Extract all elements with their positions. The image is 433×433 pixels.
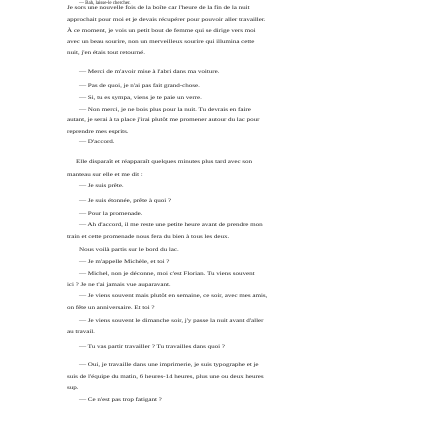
text-line: Elle disparaît et réapparaît quelques minutes plus tard avec son <box>76 159 253 165</box>
text-line: — Ce n'est pas trop fatigant ? <box>79 397 162 403</box>
text-line: — Tu vas partir travailler ? Tu travailles dans quoi ? <box>79 344 225 350</box>
text-line: on fête un anniversaire. Et toi ? <box>67 305 155 311</box>
text-line: Je sors une nouvelle fois de la boîte car l'heure de la fin de la nuit <box>67 5 250 11</box>
text-line: — Merci de m'avoir mise à l'abri dans ma voiture. <box>79 69 220 75</box>
text-line: train et cette promenade nous fera du bien à tous les deux. <box>67 234 230 240</box>
text-line: au travail. <box>67 329 95 335</box>
text-line: nuit, j'en étais tout retourné. <box>67 50 145 56</box>
text-line: — Je viens souvent le dimanche soir, j'y passe la nuit avant d'aller <box>79 318 264 324</box>
text-line: — Pour la promenade. <box>79 211 143 217</box>
text-line: avec un beau sourire, non un merveilleux sourire qui illumina cette <box>67 39 255 45</box>
text-line: — Michel, non je déconne, moi c'est Florian. Tu viens souvent <box>79 271 255 277</box>
text-line: autant, je serai à ta place j'irai plutôt me promener autour du lac pour <box>67 117 260 123</box>
text-line: — Si, tu es sympa, viens je te paie un verre. <box>79 95 202 101</box>
text-line: Nous voilà partis sur le bord du lac. <box>79 247 179 253</box>
text-line: manteau sur elle et me dit : <box>67 172 143 178</box>
text-line: reprendre mes esprits. <box>67 129 129 135</box>
text-line: sup. <box>67 385 79 391</box>
text-line: approchait pour moi et je devais récupérer pour pouvoir aller travailler. <box>67 17 266 23</box>
text-line: — Je suis prête. <box>79 183 124 189</box>
text-line: suis de l'équipe du matin, 6 heures-14 heures, plus une ou deux heures <box>67 374 264 380</box>
text-line: — Bah, laisse-le chercher. <box>79 0 131 6</box>
text-line: — Je m'appelle Michèle, et toi ? <box>79 259 170 265</box>
text-line: — Oui, je travaille dans une imprimerie, je suis typographe et je <box>79 362 259 368</box>
text-line: ici ? Je ne t'ai jamais vue auparavant. <box>67 282 171 288</box>
text-line: — Je suis étonnée, prête à quoi ? <box>79 198 172 204</box>
text-line: À ce moment, je vois un petit bout de femme qui se dirige vers moi <box>67 28 256 34</box>
text-line: — Non merci, je ne bois plus pour la nuit. Tu devrais en faire <box>79 107 251 113</box>
text-line: — D'accord. <box>79 139 115 145</box>
text-line: — Pas de quoi, je n'ai pas fait grand-chose. <box>79 83 200 89</box>
text-line: — Ah d'accord, il me reste une petite heure avant de prendre mon <box>79 222 263 228</box>
text-line: — Je viens souvent mais plutôt en semaine, ce soir, avec mes amis, <box>79 293 268 299</box>
